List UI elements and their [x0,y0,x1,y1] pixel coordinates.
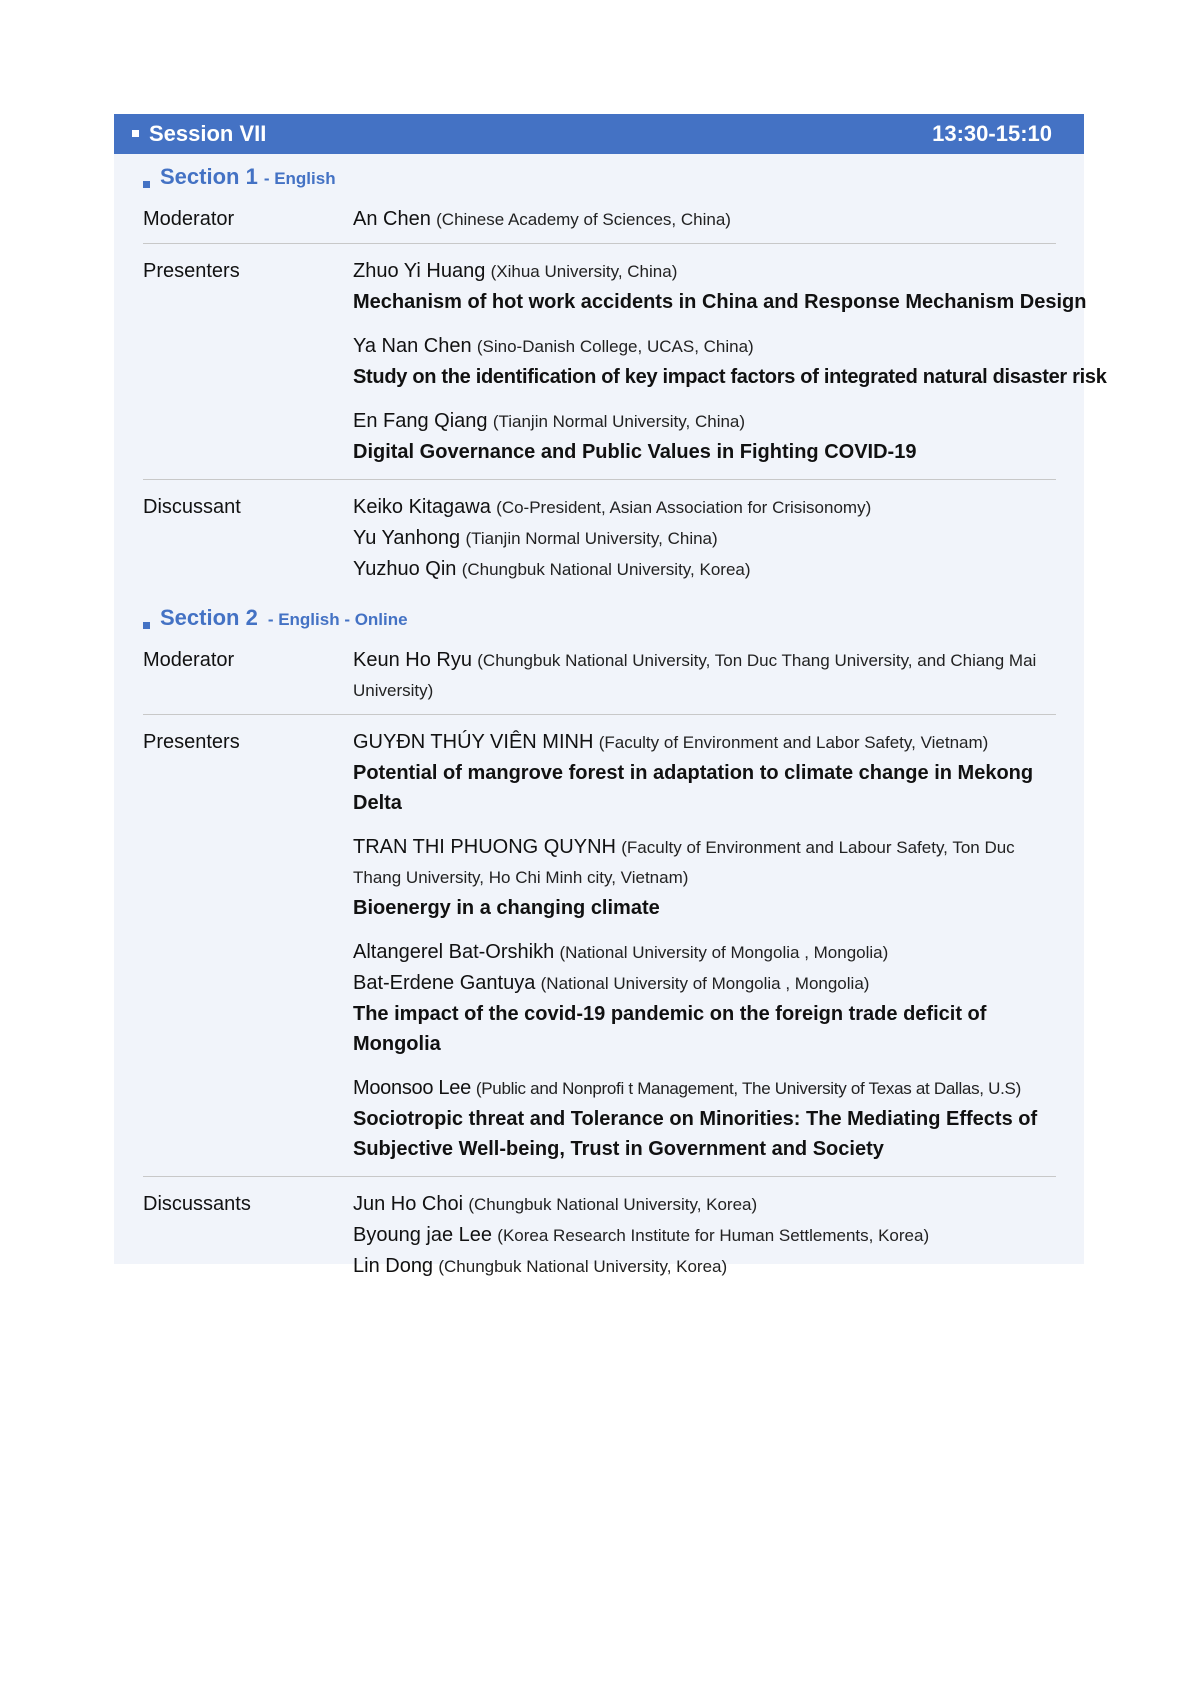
person-line [353,968,1056,999]
person-affiliation: (National University of Mongolia , Mongolia) [559,943,889,962]
section1-subtitle: - English [263,169,336,188]
person-name: Yuzhuo Qin [353,558,457,580]
section2-subtitle: - English - Online [267,610,408,629]
section1-heading [143,154,1056,192]
bullet-square-icon [143,181,150,188]
person-name: TRAN THI PHUONG QUYNH [353,836,616,858]
person-name: Keun Ho Ryu [353,649,472,671]
person-affiliation: (Chungbuk National University, Korea) [461,560,751,579]
person-line [353,256,1056,287]
role-label: Moderator [143,208,235,230]
person-name: Moonsoo Lee [353,1077,471,1099]
presentation-entry [353,406,1056,467]
session-content [114,154,1107,1290]
presentation-title: Potential of mangrove forest in adaptation to climate change in Mekong Delta [353,762,1034,814]
presentation-title: Bioenergy in a changing climate [353,897,660,919]
presentation-entry [353,832,1056,923]
presentation-entry [353,1073,1056,1164]
section1-moderator-row [143,192,1056,244]
person-line [353,645,1056,706]
person-affiliation: (Korea Research Institute for Human Settlements, Korea) [497,1226,930,1245]
session-title: Session VII [149,121,267,146]
role-label: Presenters [143,731,240,753]
presentation-entry [353,727,1056,818]
presenters-list [353,256,1107,467]
presentation-entry [353,256,1087,317]
presentation-entry [353,937,1056,1059]
person-line [353,1073,1056,1104]
person-name: GUYĐN THÚY VIÊN MINH [353,731,594,753]
person-affiliation: (Chungbuk National University, Korea) [438,1257,728,1276]
moderator-entry [353,204,1056,235]
person-name: Jun Ho Choi [353,1193,464,1215]
session-panel [114,114,1107,1277]
person-name: Altangerel Bat-Orshikh [353,941,555,963]
role-label: Presenters [143,260,240,282]
person-line [353,523,1056,554]
presenters-list [353,727,1056,1164]
session-time: 13:30-15:10 [932,121,1052,146]
presentation-title: The impact of the covid-19 pandemic on the foreign trade deficit of Mongolia [353,1003,987,1055]
person-name: An Chen [353,208,431,230]
person-name: Zhuo Yi Huang [353,260,486,282]
person-affiliation: (Chungbuk National University, Ton Duc Thang University, and Chiang Mai University) [353,651,1037,700]
person-affiliation: (Xihua University, China) [490,262,678,281]
person-line [353,492,1056,523]
person-name: Lin Dong [353,1255,434,1277]
person-name: Bat-Erdene Gantuya [353,972,536,994]
session-header [114,114,1084,154]
section2-heading [143,593,1056,633]
person-line [353,727,1056,758]
person-name: Yu Yanhong [353,527,461,549]
person-affiliation: (Co-President, Asian Association for Crisisonomy) [496,498,872,517]
session-title-wrap [132,121,266,147]
section1-discussants-row [143,480,1056,593]
section2-title: Section 2 [160,605,258,630]
person-affiliation: (Faculty of Environment and Labor Safety, Vietnam) [598,733,989,752]
person-line [353,937,1056,968]
bullet-square-icon [143,622,150,629]
person-affiliation: (Public and Nonprofi t Management, The University of Texas at Dallas, U.S) [475,1079,1021,1098]
person-affiliation: (Chinese Academy of Sciences, China) [436,210,731,229]
moderator-entry [353,645,1056,706]
presentation-title: Digital Governance and Public Values in Fighting COVID-19 [353,441,917,463]
person-line [353,1251,1056,1282]
section2-moderator-row [143,633,1056,715]
person-name: Byoung jae Lee [353,1224,493,1246]
section2-presenters-row [143,715,1056,1177]
section2-discussants-row [143,1177,1056,1290]
bullet-square-icon [132,130,139,137]
person-line [353,331,1056,362]
presentation-title: Mechanism of hot work accidents in China and Response Mechanism Design [353,291,1087,313]
section1-title: Section 1 [160,164,258,189]
section1-presenters-row [143,244,1107,480]
person-affiliation: (Sino-Danish College, UCAS, China) [476,337,754,356]
presentation-entry [353,331,1107,392]
discussants-list [353,492,1056,585]
person-affiliation: (Tianjin Normal University, China) [492,412,746,431]
person-line [353,406,1056,437]
discussants-list [353,1189,1056,1282]
person-affiliation: (Faculty of Environment and Labour Safety, Ton Duc Thang University, Ho Chi Minh city, Vietnam) [353,838,1015,887]
person-line [353,204,1056,235]
presentation-title: Study on the identification of key impact factors of integrated natural disaster risk [353,366,1107,388]
person-line [353,1189,1056,1220]
person-affiliation: (Tianjin Normal University, China) [465,529,718,548]
person-line [353,554,1056,585]
person-name: En Fang Qiang [353,410,488,432]
person-name: Ya Nan Chen [353,335,472,357]
person-name: Keiko Kitagawa [353,496,491,518]
person-line [353,832,1056,893]
presentation-title: Sociotropic threat and Tolerance on Minorities: The Mediating Effects of Subjective Well-being, Trust in Government and Society [353,1108,1038,1160]
role-label: Discussants [143,1193,251,1215]
person-affiliation: (Chungbuk National University, Korea) [468,1195,758,1214]
role-label: Discussant [143,496,241,518]
person-line [353,1220,1056,1251]
role-label: Moderator [143,649,235,671]
person-affiliation: (National University of Mongolia , Mongolia) [540,974,870,993]
